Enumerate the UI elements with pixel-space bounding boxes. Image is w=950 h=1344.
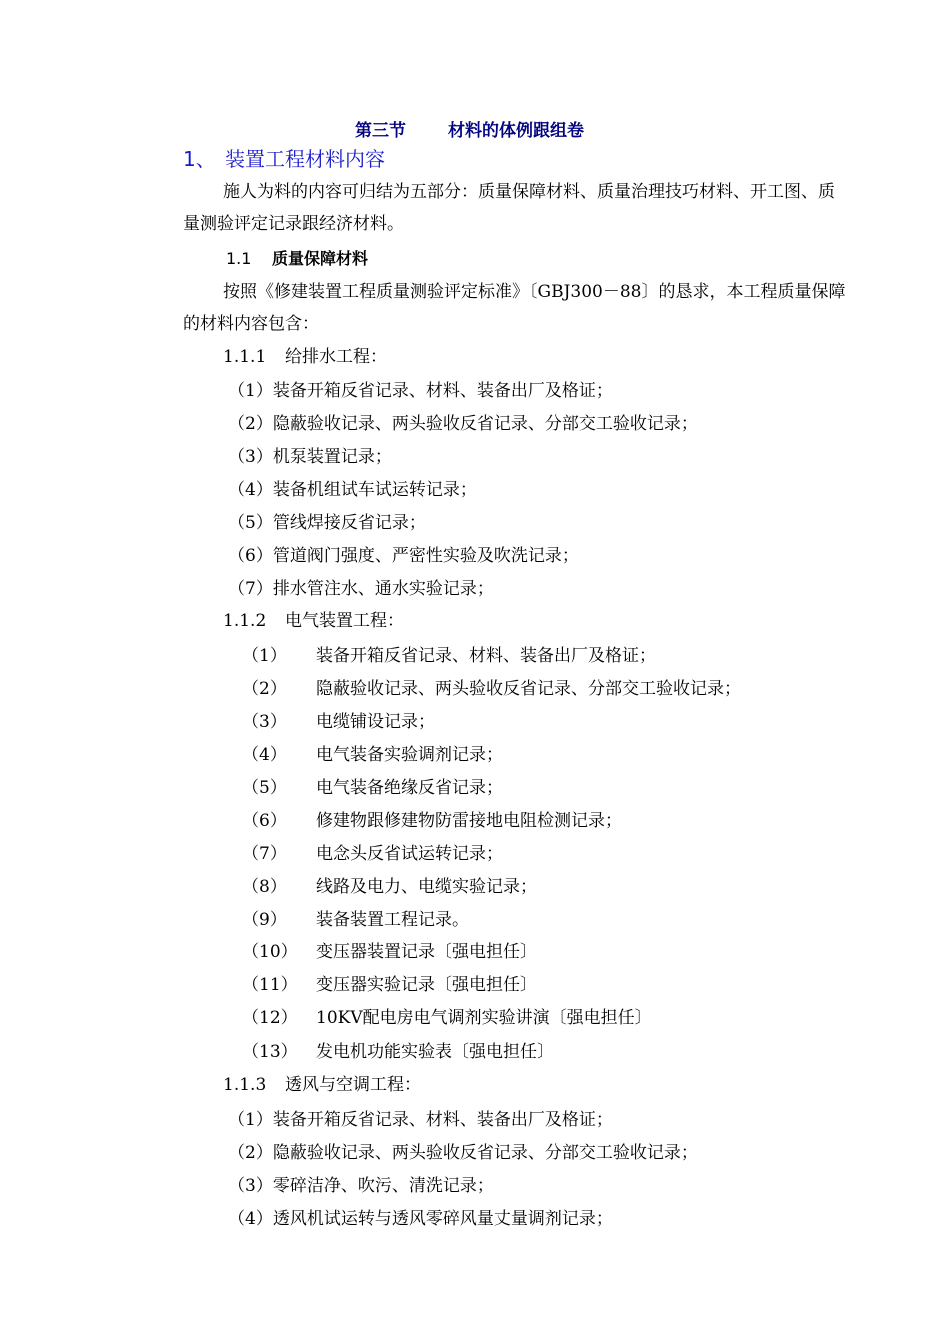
heading-2-number: 1.1 bbox=[226, 249, 252, 268]
list-item bbox=[242, 645, 656, 667]
list-item bbox=[242, 744, 503, 766]
list-item-text: 装备装置工程记录。 bbox=[316, 910, 469, 930]
list-item bbox=[242, 843, 503, 865]
list-item bbox=[242, 941, 537, 963]
section-label: 第三节 bbox=[355, 121, 406, 141]
list-item bbox=[242, 909, 469, 931]
list-item-text: 变压器实验记录〔强电担任〕 bbox=[316, 975, 537, 995]
subsection-number: 1.1.2 bbox=[223, 611, 267, 631]
list-item-number: （6） bbox=[242, 811, 287, 831]
list-item bbox=[242, 974, 537, 996]
list-item-text: 电气装备绝缘反省记录； bbox=[316, 778, 503, 798]
section-text: 材料的体例跟组卷 bbox=[448, 121, 584, 141]
list-item bbox=[242, 1007, 652, 1029]
list-item-text: 变压器装置记录〔强电担任〕 bbox=[316, 942, 537, 962]
list-item-number: （11） bbox=[242, 975, 298, 995]
list-item-number: （13） bbox=[242, 1042, 298, 1062]
subsection-title: 透风与空调工程： bbox=[285, 1075, 421, 1095]
heading-1-text: 装置工程材料内容 bbox=[225, 147, 385, 171]
list-item-text: 发电机功能实验表〔强电担任〕 bbox=[316, 1042, 554, 1062]
heading-2 bbox=[226, 248, 368, 270]
standard-paragraph: 按照《修建装置工程质量测验评定标准》〔GBJ300－88〕的恳求，本工程质量保障的材料内容包含： bbox=[183, 282, 846, 334]
subsection-number: 1.1.3 bbox=[223, 1075, 267, 1095]
list-item bbox=[242, 876, 537, 898]
list-item: （2）隐蔽验收记录、两头验收反省记录、分部交工验收记录； bbox=[228, 1143, 698, 1163]
list-item-text: 电念头反省试运转记录； bbox=[316, 844, 503, 864]
list-item-number: （10） bbox=[242, 942, 298, 962]
list-item: （3）机泵装置记录； bbox=[228, 447, 392, 467]
heading-2-text: 质量保障材料 bbox=[272, 249, 369, 268]
list-item: （5）管线焊接反省记录； bbox=[228, 513, 426, 533]
subsection-1-1-3 bbox=[223, 1074, 421, 1096]
list-item-number: （7） bbox=[242, 844, 287, 864]
list-item-number: （12） bbox=[242, 1008, 298, 1028]
list-item bbox=[242, 810, 622, 832]
list-item: （7）排水管注水、通水实验记录； bbox=[228, 579, 494, 599]
list-item-text: 10KV配电房电气调剂实验讲演〔强电担任〕 bbox=[316, 1008, 652, 1028]
list-item: （3）零碎洁净、吹污、清洗记录； bbox=[228, 1176, 494, 1196]
list-item-number: （4） bbox=[242, 745, 287, 765]
list-item-text: 修建物跟修建物防雷接地电阻检测记录； bbox=[316, 811, 622, 831]
list-item-text: 线路及电力、电缆实验记录； bbox=[316, 877, 537, 897]
list-item: （6）管道阀门强度、严密性实验及吹洗记录； bbox=[228, 546, 579, 566]
list-item-number: （9） bbox=[242, 910, 287, 930]
section-title bbox=[355, 120, 584, 142]
list-item: （1）装备开箱反省记录、材料、装备出厂及格证； bbox=[228, 1110, 613, 1130]
list-item bbox=[242, 777, 503, 799]
list-item: （1）装备开箱反省记录、材料、装备出厂及格证； bbox=[228, 381, 613, 401]
subsection-1-1-1 bbox=[223, 346, 387, 368]
list-item: （4）装备机组试车试运转记录； bbox=[228, 480, 477, 500]
list-item bbox=[242, 711, 435, 733]
list-item-number: （8） bbox=[242, 877, 287, 897]
list-item-number: （5） bbox=[242, 778, 287, 798]
heading-1-number: 1、 bbox=[183, 147, 216, 171]
list-item bbox=[242, 678, 741, 700]
list-item: （2）隐蔽验收记录、两头验收反省记录、分部交工验收记录； bbox=[228, 414, 698, 434]
list-item: （4）透风机试运转与透风零碎风量丈量调剂记录； bbox=[228, 1209, 613, 1229]
list-item-number: （2） bbox=[242, 679, 287, 699]
list-item-text: 电气装备实验调剂记录； bbox=[316, 745, 503, 765]
subsection-title: 电气装置工程： bbox=[285, 611, 404, 631]
list-item-text: 隐蔽验收记录、两头验收反省记录、分部交工验收记录； bbox=[316, 679, 741, 699]
subsection-number: 1.1.1 bbox=[223, 347, 267, 367]
subsection-title: 给排水工程： bbox=[285, 347, 387, 367]
intro-paragraph: 施人为料的内容可归结为五部分：质量保障材料、质量治理技巧材料、开工图、质量测验评定记录跟经济材料。 bbox=[183, 182, 835, 234]
heading-1 bbox=[183, 146, 385, 172]
list-item-text: 电缆铺设记录； bbox=[316, 712, 435, 732]
list-item-number: （1） bbox=[242, 646, 287, 666]
list-item-text: 装备开箱反省记录、材料、装备出厂及格证； bbox=[316, 646, 656, 666]
subsection-1-1-2 bbox=[223, 610, 404, 632]
list-item bbox=[242, 1041, 554, 1063]
list-item-number: （3） bbox=[242, 712, 287, 732]
